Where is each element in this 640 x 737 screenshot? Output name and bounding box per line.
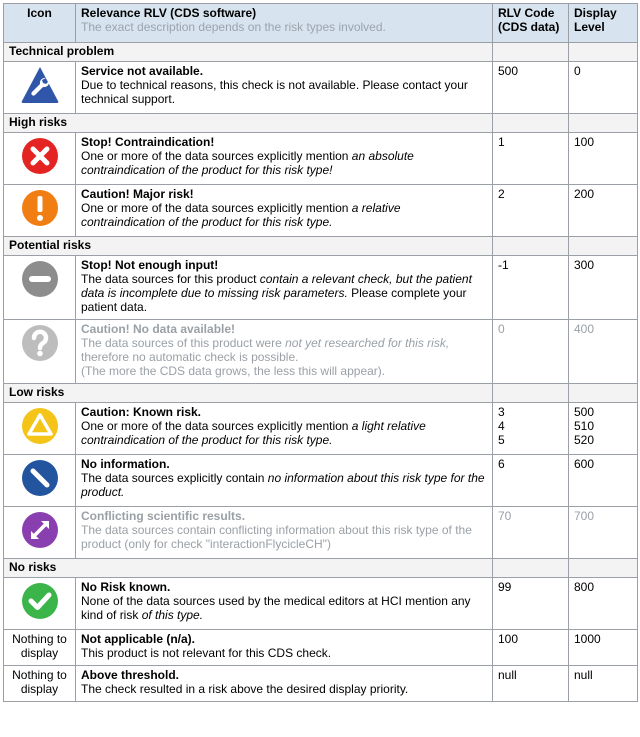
rlv-code: 1	[493, 133, 569, 185]
row-title: Caution! Major risk!	[81, 187, 194, 201]
rlv-code: 2	[493, 185, 569, 237]
header-relevance-title: Relevance RLV (CDS software)	[81, 6, 257, 20]
nothing-to-display-label: Nothing to display	[4, 666, 76, 702]
row-title: Above threshold.	[81, 668, 180, 682]
row-desc-emphasis: no information about this risk type for the product.	[81, 471, 485, 499]
gray-question-icon	[4, 320, 76, 384]
rlv-table	[3, 3, 638, 702]
row-desc: The data sources of this product were	[81, 336, 286, 350]
header-code: RLV Code (CDS data)	[493, 4, 569, 43]
header-display: Display Level	[569, 4, 638, 43]
display-level: 800	[569, 578, 638, 630]
row-text	[76, 185, 493, 237]
table-row-no-information	[4, 455, 638, 507]
row-desc: The data sources explicitly contain	[81, 471, 268, 485]
orange-exclamation-icon	[4, 185, 76, 237]
row-desc: Due to technical reasons, this check is not available. Please contact your technical support.	[81, 78, 468, 106]
table-row-not-enough-input	[4, 256, 638, 320]
section-spacer	[569, 43, 638, 62]
row-title: Service not available.	[81, 64, 204, 78]
rlv-code: 70	[493, 507, 569, 559]
red-x-icon	[4, 133, 76, 185]
row-text	[76, 578, 493, 630]
row-text	[76, 403, 493, 455]
table-row-no-data	[4, 320, 638, 384]
display-level: 400	[569, 320, 638, 384]
display-level: 200	[569, 185, 638, 237]
row-title: Stop! Contraindication!	[81, 135, 215, 149]
rlv-code: 6	[493, 455, 569, 507]
section-spacer	[493, 237, 569, 256]
rlv-code: 0	[493, 320, 569, 384]
rlv-code: null	[493, 666, 569, 702]
row-text	[76, 256, 493, 320]
row-text	[76, 133, 493, 185]
section-spacer	[569, 559, 638, 578]
header-icon: Icon	[4, 4, 76, 43]
section-label: Potential risks	[4, 237, 493, 256]
section-potential	[4, 237, 638, 256]
display-level-value: 510	[574, 419, 595, 433]
section-high	[4, 114, 638, 133]
row-desc-tail: Please complete your patient data.	[81, 286, 467, 314]
section-technical	[4, 43, 638, 62]
rlv-code: -1	[493, 256, 569, 320]
section-none	[4, 559, 638, 578]
yellow-triangle-icon	[4, 403, 76, 455]
section-label: Low risks	[4, 384, 493, 403]
table-row-not-applicable	[4, 630, 638, 666]
row-desc-tail: therefore no automatic check is possible.	[81, 350, 299, 364]
display-level	[569, 403, 638, 455]
row-desc: None of the data sources used by the medical editors at HCI mention any kind of risk	[81, 594, 471, 622]
row-text	[76, 507, 493, 559]
rlv-code-value: 5	[498, 433, 505, 447]
row-desc: One or more of the data sources explicitly mention	[81, 149, 352, 163]
display-level-value: 500	[574, 405, 595, 419]
row-desc-emphasis: contain a relevant check, but the patient data is incomplete due to missing risk parameters.	[81, 272, 472, 300]
section-label: High risks	[4, 114, 493, 133]
section-spacer	[493, 114, 569, 133]
display-level: 700	[569, 507, 638, 559]
display-level-value: 520	[574, 433, 595, 447]
section-label: No risks	[4, 559, 493, 578]
row-text	[76, 62, 493, 114]
row-desc: One or more of the data sources explicitly mention	[81, 419, 352, 433]
row-title: Caution! No data available!	[81, 322, 236, 336]
display-level: 1000	[569, 630, 638, 666]
table-row-contraindication	[4, 133, 638, 185]
row-title: Stop! Not enough input!	[81, 258, 219, 272]
blue-slash-icon	[4, 455, 76, 507]
row-text	[76, 666, 493, 702]
row-desc-emphasis: not yet researched for this risk,	[285, 336, 450, 350]
header-row	[4, 4, 638, 43]
table-row-conflicting	[4, 507, 638, 559]
row-title: Not applicable (n/a).	[81, 632, 196, 646]
section-spacer	[569, 114, 638, 133]
row-text	[76, 455, 493, 507]
nothing-to-display-label: Nothing to display	[4, 630, 76, 666]
row-desc: The data sources contain conflicting information about this risk type of the product (only for check "interactionFlycicleCH")	[81, 523, 472, 551]
display-level: 100	[569, 133, 638, 185]
row-desc: One or more of the data sources explicitly mention	[81, 201, 352, 215]
rlv-code-value: 3	[498, 405, 505, 419]
row-desc: The check resulted in a risk above the desired display priority.	[81, 682, 409, 696]
table-row-major-risk	[4, 185, 638, 237]
section-label: Technical problem	[4, 43, 493, 62]
row-title: Conflicting scientific results.	[81, 509, 246, 523]
section-low	[4, 384, 638, 403]
row-title: Caution: Known risk.	[81, 405, 201, 419]
table-row-service	[4, 62, 638, 114]
row-desc-note: (The more the CDS data grows, the less this will appear).	[81, 364, 386, 378]
display-level: 300	[569, 256, 638, 320]
row-desc-emphasis: an absolute contraindication of the product for this risk type!	[81, 149, 414, 177]
header-relevance	[76, 4, 493, 43]
row-title: No Risk known.	[81, 580, 171, 594]
display-level: 0	[569, 62, 638, 114]
row-text	[76, 320, 493, 384]
section-spacer	[569, 237, 638, 256]
purple-arrows-icon	[4, 507, 76, 559]
row-desc: This product is not relevant for this CDS check.	[81, 646, 332, 660]
row-desc: The data sources for this product	[81, 272, 260, 286]
display-level: null	[569, 666, 638, 702]
table-row-known-risk	[4, 403, 638, 455]
row-text	[76, 630, 493, 666]
table-row-above-threshold	[4, 666, 638, 702]
rlv-code-value: 4	[498, 419, 505, 433]
display-level: 600	[569, 455, 638, 507]
header-relevance-sub: The exact description depends on the risk types involved.	[81, 20, 386, 34]
row-title: No information.	[81, 457, 170, 471]
wrench-triangle-icon	[4, 62, 76, 114]
section-spacer	[569, 384, 638, 403]
gray-minus-icon	[4, 256, 76, 320]
row-desc-emphasis: a relative contraindication of the product for this risk type.	[81, 201, 401, 229]
rlv-code: 500	[493, 62, 569, 114]
row-desc-emphasis: a light relative contraindication of the product for this risk type.	[81, 419, 426, 447]
rlv-code: 100	[493, 630, 569, 666]
section-spacer	[493, 559, 569, 578]
rlv-code	[493, 403, 569, 455]
rlv-code: 99	[493, 578, 569, 630]
row-desc-emphasis: of this type.	[141, 608, 204, 622]
table-row-no-risk	[4, 578, 638, 630]
section-spacer	[493, 384, 569, 403]
section-spacer	[493, 43, 569, 62]
green-check-icon	[4, 578, 76, 630]
